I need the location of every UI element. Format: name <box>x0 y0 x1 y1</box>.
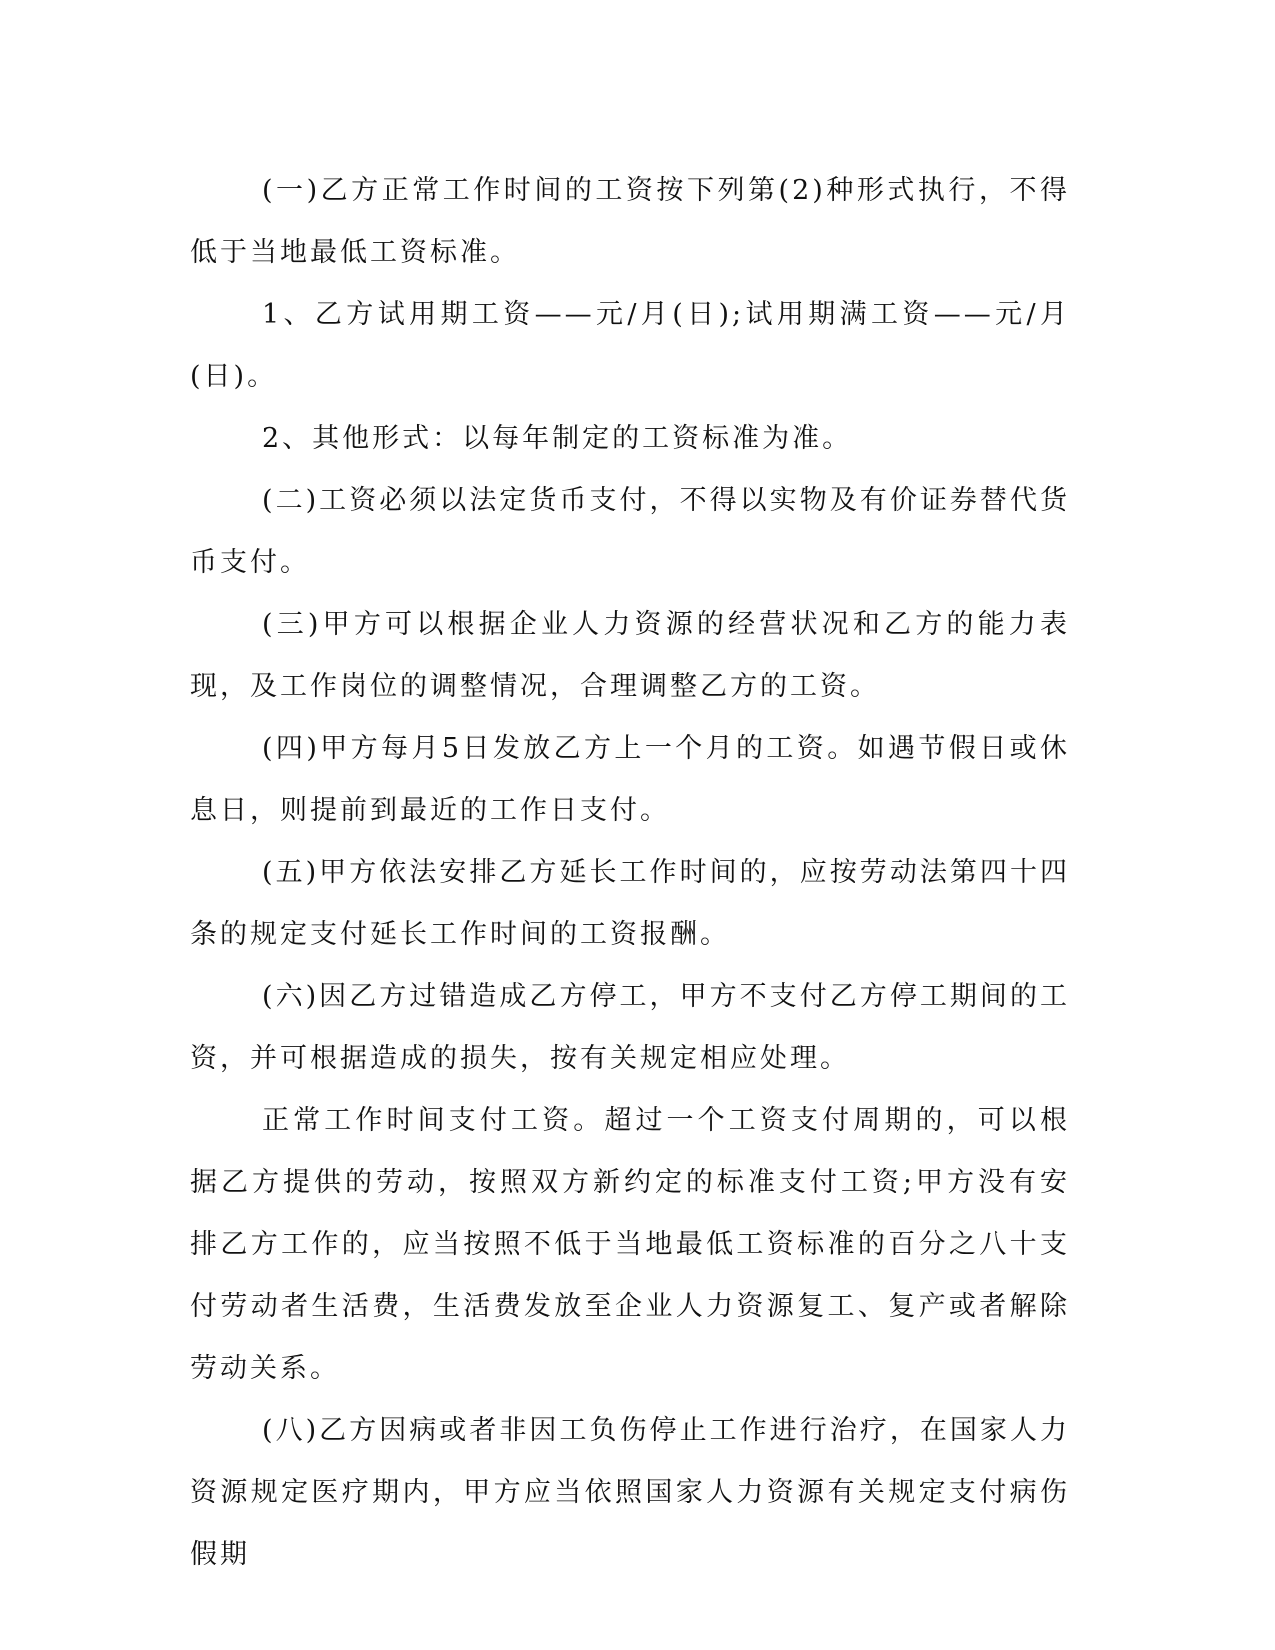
paragraph-overtime-pay: (五)甲方依法安排乙方延长工作时间的，应按劳动法第四十四条的规定支付延长工作时间的工资报酬。 <box>190 857 1070 950</box>
paragraph-sick-leave: (八)乙方因病或者非因工负伤停止工作进行治疗，在国家人力资源规定医疗期内，甲方应当依照国家人力资源有关规定支付病伤假期 <box>190 1415 1070 1570</box>
document-body <box>190 160 1070 1586</box>
paragraph-wage-adjustment: (三)甲方可以根据企业人力资源的经营状况和乙方的能力表现，及工作岗位的调整情况，合理调整乙方的工资。 <box>190 609 1070 702</box>
paragraph-pay-date: (四)甲方每月5日发放乙方上一个月的工资。如遇节假日或休息日，则提前到最近的工作日支付。 <box>190 733 1070 826</box>
paragraph-currency-payment: (二)工资必须以法定货币支付，不得以实物及有价证券替代货币支付。 <box>190 485 1070 578</box>
paragraph-other-form: 2、其他形式：以每年制定的工资标准为准。 <box>262 423 853 454</box>
paragraph-wage-form: (一)乙方正常工作时间的工资按下列第(2)种形式执行，不得低于当地最低工资标准。 <box>190 175 1070 268</box>
paragraph-normal-pay: 正常工作时间支付工资。超过一个工资支付周期的，可以根据乙方提供的劳动，按照双方新约定的标准支付工资;甲方没有安排乙方工作的，应当按照不低于当地最低工资标准的百分之八十支付劳动者生活费，生活费发放至企业人力资源复工、复产或者解除劳动关系。 <box>190 1105 1070 1384</box>
paragraph-work-stoppage: (六)因乙方过错造成乙方停工，甲方不支付乙方停工期间的工资，并可根据造成的损失，按有关规定相应处理。 <box>190 981 1070 1074</box>
paragraph-probation-wage: 1、乙方试用期工资——元/月(日);试用期满工资——元/月(日)。 <box>190 299 1070 392</box>
